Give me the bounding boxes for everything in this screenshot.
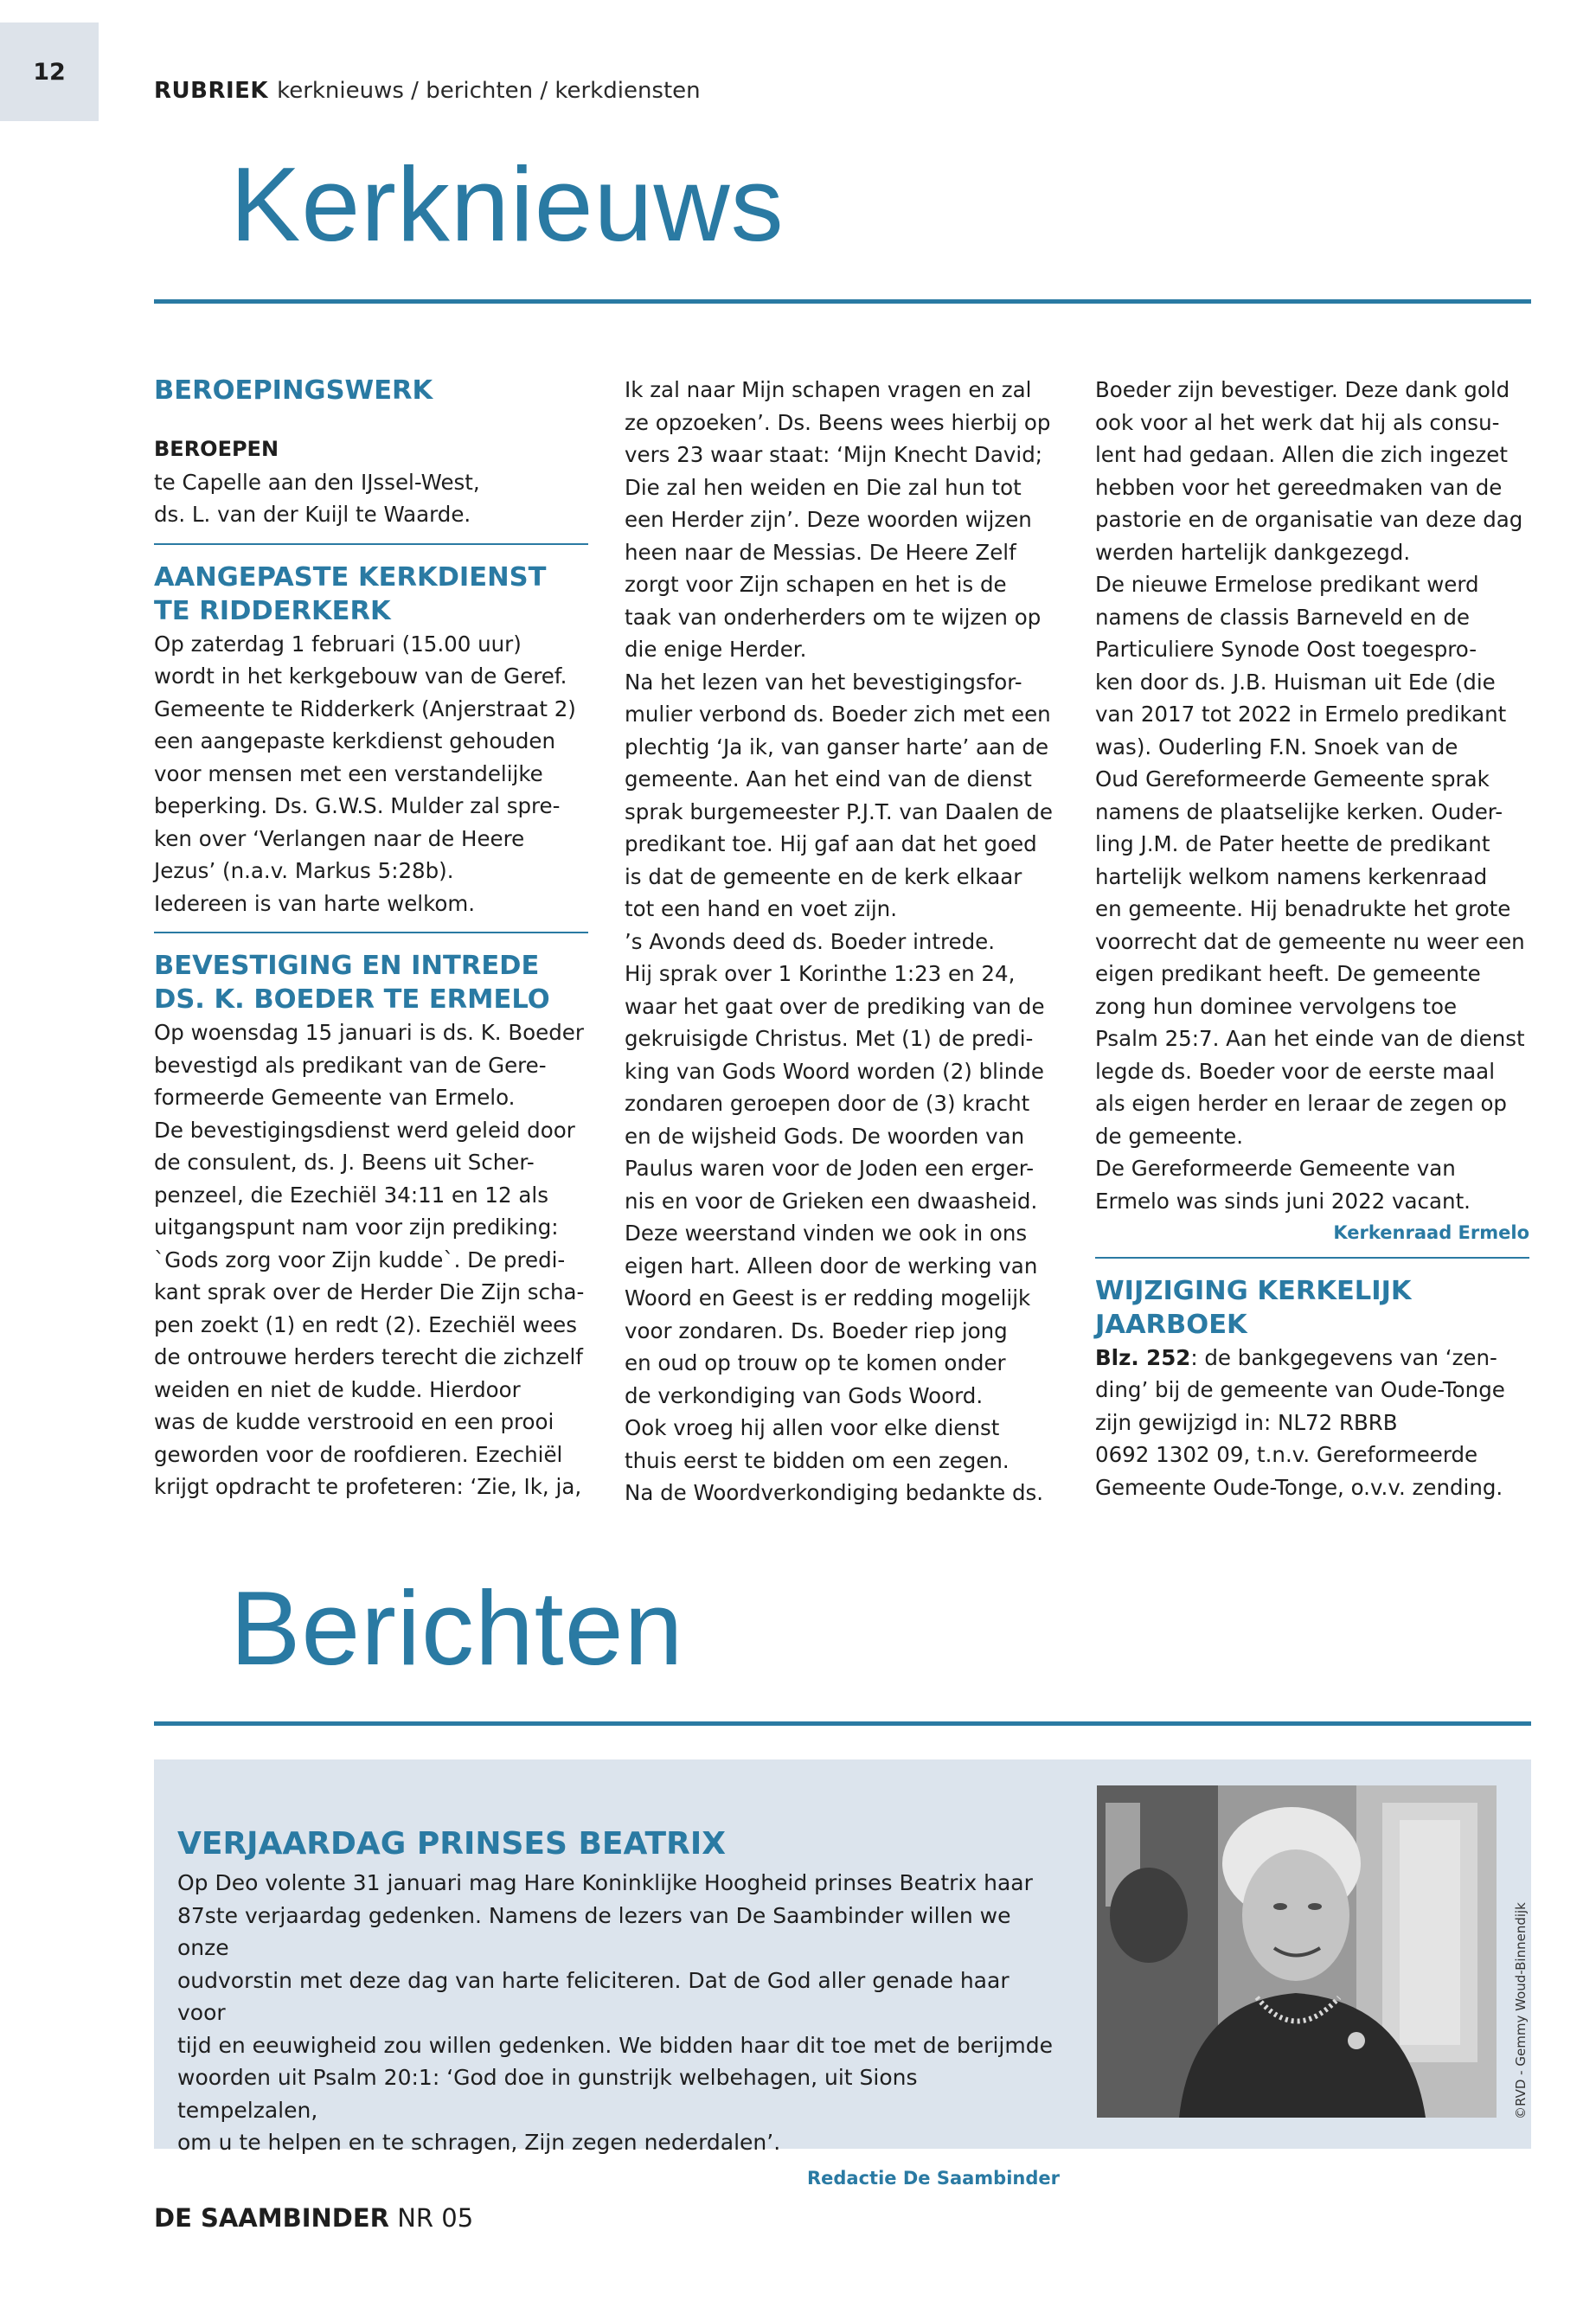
body-line: ling J.M. de Pater heette de predikant: [1095, 831, 1490, 856]
beroepingswerk-heading: BEROEPINGSWERK: [154, 375, 433, 406]
body-line: hartelijk welkom namens kerkenraad: [1095, 863, 1488, 889]
body-line: woorden uit Psalm 20:1: ‘God doe in gunstrijk welbehagen, uit Sions tempelzalen,: [177, 2065, 918, 2123]
body-line: king van Gods Woord worden (2) blinde: [625, 1058, 1044, 1084]
body-line: hebben voor het gereedmaken van de: [1095, 474, 1503, 500]
signature-redactie: Redactie De Saambinder: [806, 2167, 1060, 2189]
body-line: zondaren geroepen door de (3) kracht: [625, 1091, 1030, 1116]
body-line: Ook vroeg hij allen voor elke dienst: [625, 1415, 1000, 1440]
body-line: gemeente. Aan het eind van de dienst: [625, 766, 1032, 792]
issue-number: NR 05: [397, 2203, 474, 2233]
body-line: ken over ‘Verlangen naar de Heere: [154, 825, 525, 851]
body-line: De bevestigingsdienst werd geleid door: [154, 1117, 575, 1143]
body-line: De Gereformeerde Gemeente van: [1095, 1156, 1456, 1181]
berichten-rule: [154, 1721, 1531, 1726]
column-3: [1095, 374, 1529, 1503]
body-line: voorrecht dat de gemeente nu weer een: [1095, 928, 1525, 954]
body-line: namens de classis Barneveld en de: [1095, 604, 1470, 630]
beatrix-photo-image: [1097, 1785, 1497, 2118]
body-line: pastorie en de organisatie van deze dag: [1095, 507, 1523, 532]
body-line: 87ste verjaardag gedenken. Namens de lezers van De Saambinder willen we onze: [177, 1902, 1011, 1960]
body-line: vers 23 waar staat: ‘Mijn Knecht David;: [625, 442, 1043, 467]
rubriek-label: RUBRIEK: [154, 78, 269, 104]
body-line: oudvorstin met deze dag van harte feliciteren. Dat de God aller genade haar voor: [177, 1967, 1010, 2025]
body-line: wordt in het kerkgebouw van de Geref.: [154, 663, 567, 689]
body-line: de ontrouwe herders terecht die zichzelf: [154, 1344, 583, 1369]
divider: [1095, 1257, 1529, 1259]
body-line: Deze weerstand vinden we ook in ons: [625, 1221, 1028, 1246]
body-line: Na het lezen van het bevestigingsfor-: [625, 669, 1022, 695]
body-line: tijd en eeuwigheid zou willen gedenken. We bidden haar dit toe met de berijmde: [177, 2032, 1053, 2058]
body-line: `Gods zorg voor Zijn kudde`. De predi-: [154, 1247, 566, 1272]
body-line: Woord en Geest is er redding mogelijk: [625, 1285, 1031, 1311]
body-line: zorgt voor Zijn schapen en het is de: [625, 572, 1007, 597]
body-line: sprak burgemeester P.J.T. van Daalen de: [625, 798, 1053, 824]
body-line: en gemeente. Hij benadrukte het grote: [1095, 896, 1511, 921]
signature-kerkenraad: Kerkenraad Ermelo: [1333, 1222, 1529, 1243]
beatrix-body: [177, 1867, 1060, 2159]
wijziging-heading: WIJZIGING KERKELIJK JAARBOEK: [1095, 1275, 1412, 1340]
magazine-name: DE SAAMBINDER: [154, 2203, 389, 2233]
column-2: [625, 374, 1059, 1509]
kerknieuws-title: Kerknieuws: [230, 145, 785, 263]
body-line: predikant toe. Hij gaf aan dat het goed: [625, 831, 1037, 856]
body-line: ’s Avonds deed ds. Boeder intrede.: [625, 928, 996, 954]
body-line: ds. L. van der Kuijl te Waarde.: [154, 502, 471, 527]
body-line: Gemeente te Ridderkerk (Anjerstraat 2): [154, 695, 576, 721]
body-line: eigen hart. Alleen door de werking van: [625, 1253, 1038, 1279]
body-line: de verkondiging van Gods Woord.: [625, 1382, 984, 1408]
body-line: Psalm 25:7. Aan het einde van de dienst: [1095, 1026, 1525, 1051]
body-line: pen zoekt (1) en redt (2). Ezechiël wees: [154, 1311, 577, 1337]
body-line: Die zal hen weiden en Die zal hun tot: [625, 474, 1022, 500]
bevestiging-heading: BEVESTIGING EN INTREDE DS. K. BOEDER TE ERMELO: [154, 951, 550, 1015]
body-line: uitgangspunt nam voor zijn prediking:: [154, 1215, 559, 1240]
body-line: krijgt opdracht te profeteren: ‘Zie, Ik, ja,: [154, 1474, 582, 1499]
body-line: plechtig ‘Ja ik, van ganser harte’ aan de: [625, 734, 1049, 760]
body-line: Ik zal naar Mijn schapen vragen en zal: [625, 377, 1032, 402]
body-line: Paulus waren voor de Joden een erger-: [625, 1156, 1035, 1181]
divider: [154, 932, 588, 933]
body-line: is dat de gemeente en de kerk elkaar: [625, 863, 1022, 889]
body-line: en de wijsheid Gods. De woorden van: [625, 1123, 1025, 1149]
body-line: eigen predikant heeft. De gemeente: [1095, 961, 1481, 986]
beatrix-heading: VERJAARDAG PRINSES BEATRIX: [177, 1826, 726, 1862]
body-line: was de kudde verstrooid en een prooi: [154, 1409, 554, 1434]
body-line: Na de Woordverkondiging bedankte ds.: [625, 1480, 1044, 1505]
body-line: en oud op trouw op te komen onder: [625, 1350, 1006, 1375]
beroepen-subheading: BEROEPEN: [154, 437, 279, 461]
body-line: Oud Gereformeerde Gemeente sprak: [1095, 766, 1490, 792]
blz-label: Blz. 252: [1095, 1344, 1191, 1370]
body-line: Op zaterdag 1 februari (15.00 uur): [154, 631, 522, 657]
body-line: ook voor al het werk dat hij als consu-: [1095, 409, 1500, 435]
body-line: taak van onderherders om te wijzen op: [625, 604, 1042, 630]
body-line: zong hun dominee vervolgens toe: [1095, 993, 1458, 1019]
aangepaste-heading: AANGEPASTE KERKDIENST TE RIDDERKERK: [154, 561, 547, 626]
body-line: was). Ouderling F.N. Snoek van de: [1095, 734, 1458, 760]
body-line: kant sprak over de Herder Die Zijn scha-: [154, 1279, 585, 1304]
body-line: de gemeente.: [1095, 1123, 1244, 1149]
page-number: 12: [0, 22, 99, 121]
body-line: weiden en niet de kudde. Hierdoor: [154, 1376, 521, 1402]
body-line: ze opzoeken’. Ds. Beens wees hierbij op: [625, 409, 1051, 435]
body-line: mulier verbond ds. Boeder zich met een: [625, 702, 1051, 727]
body-line: penzeel, die Ezechiël 34:11 en 12 als: [154, 1182, 548, 1208]
body-line: een Herder zijn’. Deze woorden wijzen: [625, 507, 1032, 532]
rubriek-path: kerknieuws / berichten / kerkdiensten: [277, 78, 701, 104]
body-line: zijn gewijzigd in: NL72 RBRB: [1095, 1409, 1398, 1435]
body-line: Boeder zijn bevestiger. Deze dank gold: [1095, 377, 1510, 402]
bevestiging-body-col3: [1095, 374, 1529, 1217]
body-line: ding’ bij de gemeente van Oude-Tonge: [1095, 1377, 1505, 1402]
divider: [154, 543, 588, 545]
body-line: Blz. 252: de bankgegevens van ‘zen-: [1095, 1344, 1497, 1370]
berichten-title: Berichten: [230, 1569, 684, 1687]
wijziging-body: [1095, 1374, 1529, 1503]
body-line: legde ds. Boeder voor de eerste maal: [1095, 1058, 1495, 1084]
body-line: bevestigd als predikant van de Gere-: [154, 1052, 547, 1078]
body-line: namens de plaatselijke kerken. Ouder-: [1095, 798, 1503, 824]
beatrix-photo: [1097, 1785, 1497, 2118]
body-line: te Capelle aan den IJssel-West,: [154, 469, 480, 495]
body-line: tot een hand en voet zijn.: [625, 896, 897, 921]
body-line: de consulent, ds. J. Beens uit Scher-: [154, 1150, 535, 1175]
rubriek-breadcrumb: [154, 78, 701, 104]
body-line: lent had gedaan. Allen die zich ingezet: [1095, 442, 1508, 467]
body-line: heen naar de Messias. De Heere Zelf: [625, 539, 1016, 565]
body-line: gekruisigde Christus. Met (1) de predi-: [625, 1026, 1034, 1051]
body-line: Ermelo was sinds juni 2022 vacant.: [1095, 1188, 1471, 1214]
body-line: Op woensdag 15 januari is ds. K. Boeder: [154, 1020, 584, 1045]
aangepaste-body: [154, 628, 588, 920]
body-line: Hij sprak over 1 Korinthe 1:23 en 24,: [625, 961, 1016, 986]
body-line: Gemeente Oude-Tonge, o.v.v. zending.: [1095, 1474, 1503, 1500]
body-line: waar het gaat over de prediking van de: [625, 993, 1045, 1019]
body-line: ken door ds. J.B. Huisman uit Ede (die: [1095, 669, 1496, 695]
bevestiging-body-col2: [625, 374, 1059, 1509]
body-line: Iedereen is van harte welkom.: [154, 890, 476, 916]
column-1: [154, 374, 588, 1503]
footer: [154, 2203, 473, 2233]
body-line: om u te helpen en te schragen, Zijn zegen nederdalen’.: [177, 2130, 781, 2155]
photo-credit: ©RVD - Gemmy Woud-Binnendijk: [1513, 1902, 1529, 2119]
body-line: van 2017 tot 2022 in Ermelo predikant: [1095, 702, 1507, 727]
kerknieuws-rule: [154, 299, 1531, 304]
body-line: nis en voor de Grieken een dwaasheid.: [625, 1188, 1038, 1214]
body-line: werden hartelijk dankgezegd.: [1095, 539, 1411, 565]
body-line: Jezus’ (n.a.v. Markus 5:28b).: [154, 858, 454, 883]
body-line: formeerde Gemeente van Ermelo.: [154, 1085, 516, 1110]
body-line: voor mensen met een verstandelijke: [154, 760, 543, 786]
body-line: die enige Herder.: [625, 637, 807, 662]
bevestiging-body-col1: [154, 1016, 588, 1503]
beatrix-article: [177, 1825, 1060, 2195]
body-line: 0692 1302 09, t.n.v. Gereformeerde: [1095, 1442, 1478, 1467]
body-line: Particuliere Synode Oost toegespro-: [1095, 637, 1477, 662]
body-line: als eigen herder en leraar de zegen op: [1095, 1091, 1507, 1116]
body-line: geworden voor de roofdieren. Ezechiël: [154, 1441, 563, 1467]
body-line: een aangepaste kerkdienst gehouden: [154, 728, 556, 753]
body-line: De nieuwe Ermelose predikant werd: [1095, 572, 1479, 597]
body-line: beperking. Ds. G.W.S. Mulder zal spre-: [154, 793, 561, 818]
body-line: Op Deo volente 31 januari mag Hare Koninklijke Hoogheid prinses Beatrix haar: [177, 1870, 1033, 1895]
body-line: thuis eerst te bidden om een zegen.: [625, 1447, 1010, 1473]
body-line: voor zondaren. Ds. Boeder riep jong: [625, 1317, 1008, 1343]
